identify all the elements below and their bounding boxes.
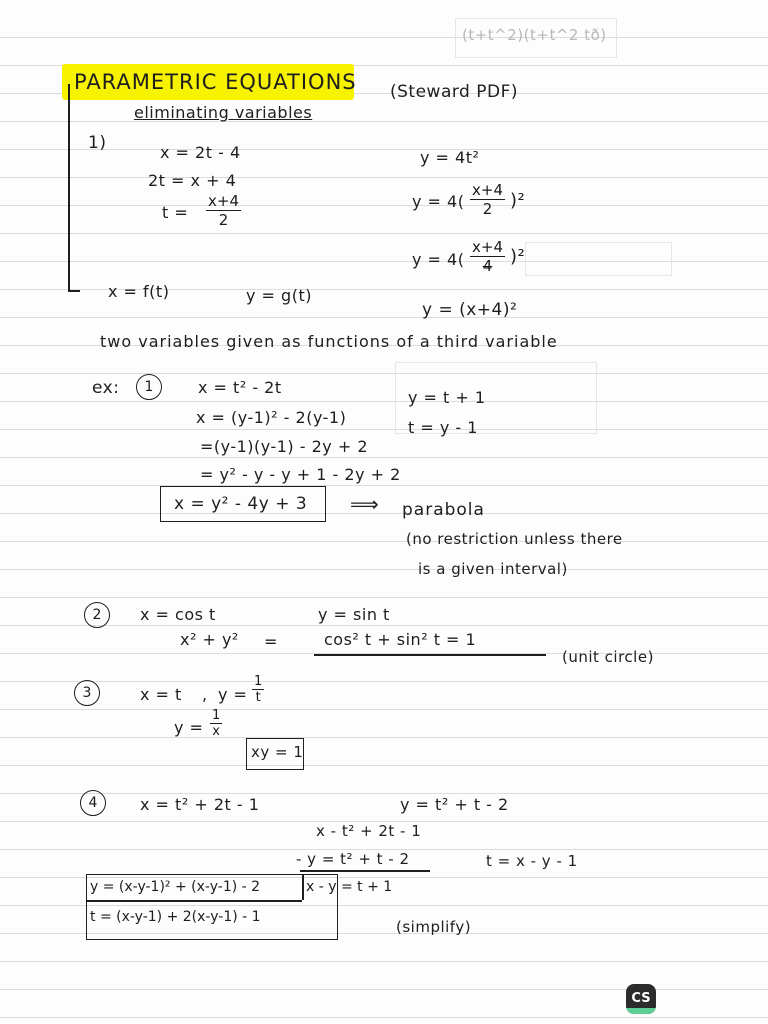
equation-x: x = 2t - 4 <box>160 143 241 162</box>
ex3-fraction-t-den: t <box>255 690 261 705</box>
ex1-note-1: (no restriction unless there <box>406 530 623 548</box>
ex2-x: x = cos t <box>140 605 216 624</box>
ex1-line-3: =(y-1)(y-1) - 2y + 2 <box>200 437 369 456</box>
fraction-y-cancel-den: 4 <box>482 257 493 275</box>
equation-y-cancel: y = 4( <box>412 250 465 269</box>
fraction-t-num: x+4 <box>208 192 239 210</box>
equation-y-sub: y = 4( <box>412 192 465 211</box>
ex4-sub-2: - y = t² + t - 2 <box>296 850 410 868</box>
definition-text: two variables given as functions of a third variable <box>100 332 558 351</box>
ex2-underline <box>314 654 546 656</box>
ghost-box-mid <box>525 242 672 276</box>
ex4-sub-3: x - y = t + 1 <box>306 879 393 895</box>
ex1-note-2: is a given interval) <box>418 560 568 578</box>
ex1-line-2: x = (y-1)² - 2(y-1) <box>196 408 347 427</box>
example-label: ex: <box>92 378 120 398</box>
ex4-box-divider <box>302 874 304 900</box>
ex3-fraction-x-num: 1 <box>212 708 221 723</box>
ex4-sub-1: x - t² + 2t - 1 <box>316 822 422 840</box>
ex3-fraction-t <box>252 674 264 705</box>
ex3-x: x = t <box>140 685 182 704</box>
ex2-identity: cos² t + sin² t = 1 <box>324 630 477 649</box>
ex4-y: y = t² + t - 2 <box>400 795 509 814</box>
equation-y-4t2: y = 4t² <box>420 148 480 167</box>
example-1-number: 1 <box>136 374 162 400</box>
equation-2t: 2t = x + 4 <box>148 171 237 190</box>
ex4-boxed-1: y = (x-y-1)² + (x-y-1) - 2 <box>90 879 261 895</box>
example-4-number: 4 <box>80 790 106 816</box>
ex3-y2-pre: y = <box>174 718 204 737</box>
fraction-y-sub <box>470 181 505 218</box>
fraction-y-cancel-close: )² <box>510 246 526 267</box>
equation-y-gt: y = g(t) <box>246 286 312 305</box>
margin-bracket <box>68 84 70 292</box>
equation-y-result: y = (x+4)² <box>422 300 518 320</box>
ex1-side-2: t = y - 1 <box>408 418 478 437</box>
fraction-y-sub-close: )² <box>510 190 526 211</box>
ex3-y-pre: y = <box>218 685 248 704</box>
fraction-t <box>206 192 241 229</box>
ex4-box-row-line <box>86 900 302 902</box>
top-scrawl: (t+t^2)(t+t^2 tð) <box>462 26 607 44</box>
ex3-comma: , <box>202 685 208 704</box>
camscanner-logo: CS <box>626 984 656 1014</box>
subtitle: eliminating variables <box>134 103 313 122</box>
ex2-equals: = <box>264 632 278 651</box>
margin-bracket-end <box>68 290 80 292</box>
ex2-y: y = sin t <box>318 605 390 624</box>
fraction-t-den: 2 <box>218 211 229 229</box>
ex4-boxed-2: t = (x-y-1) + 2(x-y-1) - 1 <box>90 909 261 925</box>
equation-x-ft: x = f(t) <box>108 282 170 301</box>
equation-t: t = <box>162 203 189 222</box>
ex4-simplify-note: (simplify) <box>396 918 472 936</box>
ex1-line-1: x = t² - 2t <box>198 378 282 397</box>
ex4-x: x = t² + 2t - 1 <box>140 795 260 814</box>
example-2-number: 2 <box>84 602 110 628</box>
ex4-subtract-line <box>300 870 430 872</box>
example-3-number: 3 <box>74 680 100 706</box>
ex2-sum: x² + y² <box>180 630 239 649</box>
ex3-fraction-t-num: 1 <box>254 674 263 689</box>
ex3-fraction-x <box>210 708 222 739</box>
source-note: (Steward PDF) <box>390 82 519 102</box>
ex3-fraction-x-den: x <box>212 724 220 739</box>
fraction-y-sub-den: 2 <box>482 200 493 218</box>
ex3-boxed-result: xy = 1 <box>251 743 304 761</box>
page-title: PARAMETRIC EQUATIONS <box>74 70 357 94</box>
fraction-y-cancel <box>470 238 505 275</box>
ex1-line-4: = y² - y - y + 1 - 2y + 2 <box>200 465 401 484</box>
ex2-note: (unit circle) <box>562 648 654 666</box>
ex1-parabola: parabola <box>402 500 485 520</box>
fraction-y-sub-num: x+4 <box>472 181 503 199</box>
fraction-y-cancel-num: x+4 <box>472 238 503 256</box>
ex1-arrow: ⟹ <box>350 492 380 516</box>
ex4-t-eq: t = x - y - 1 <box>486 852 578 870</box>
section-number: 1) <box>88 133 107 153</box>
ex1-side-1: y = t + 1 <box>408 388 486 407</box>
ex1-boxed-result: x = y² - 4y + 3 <box>174 494 308 514</box>
